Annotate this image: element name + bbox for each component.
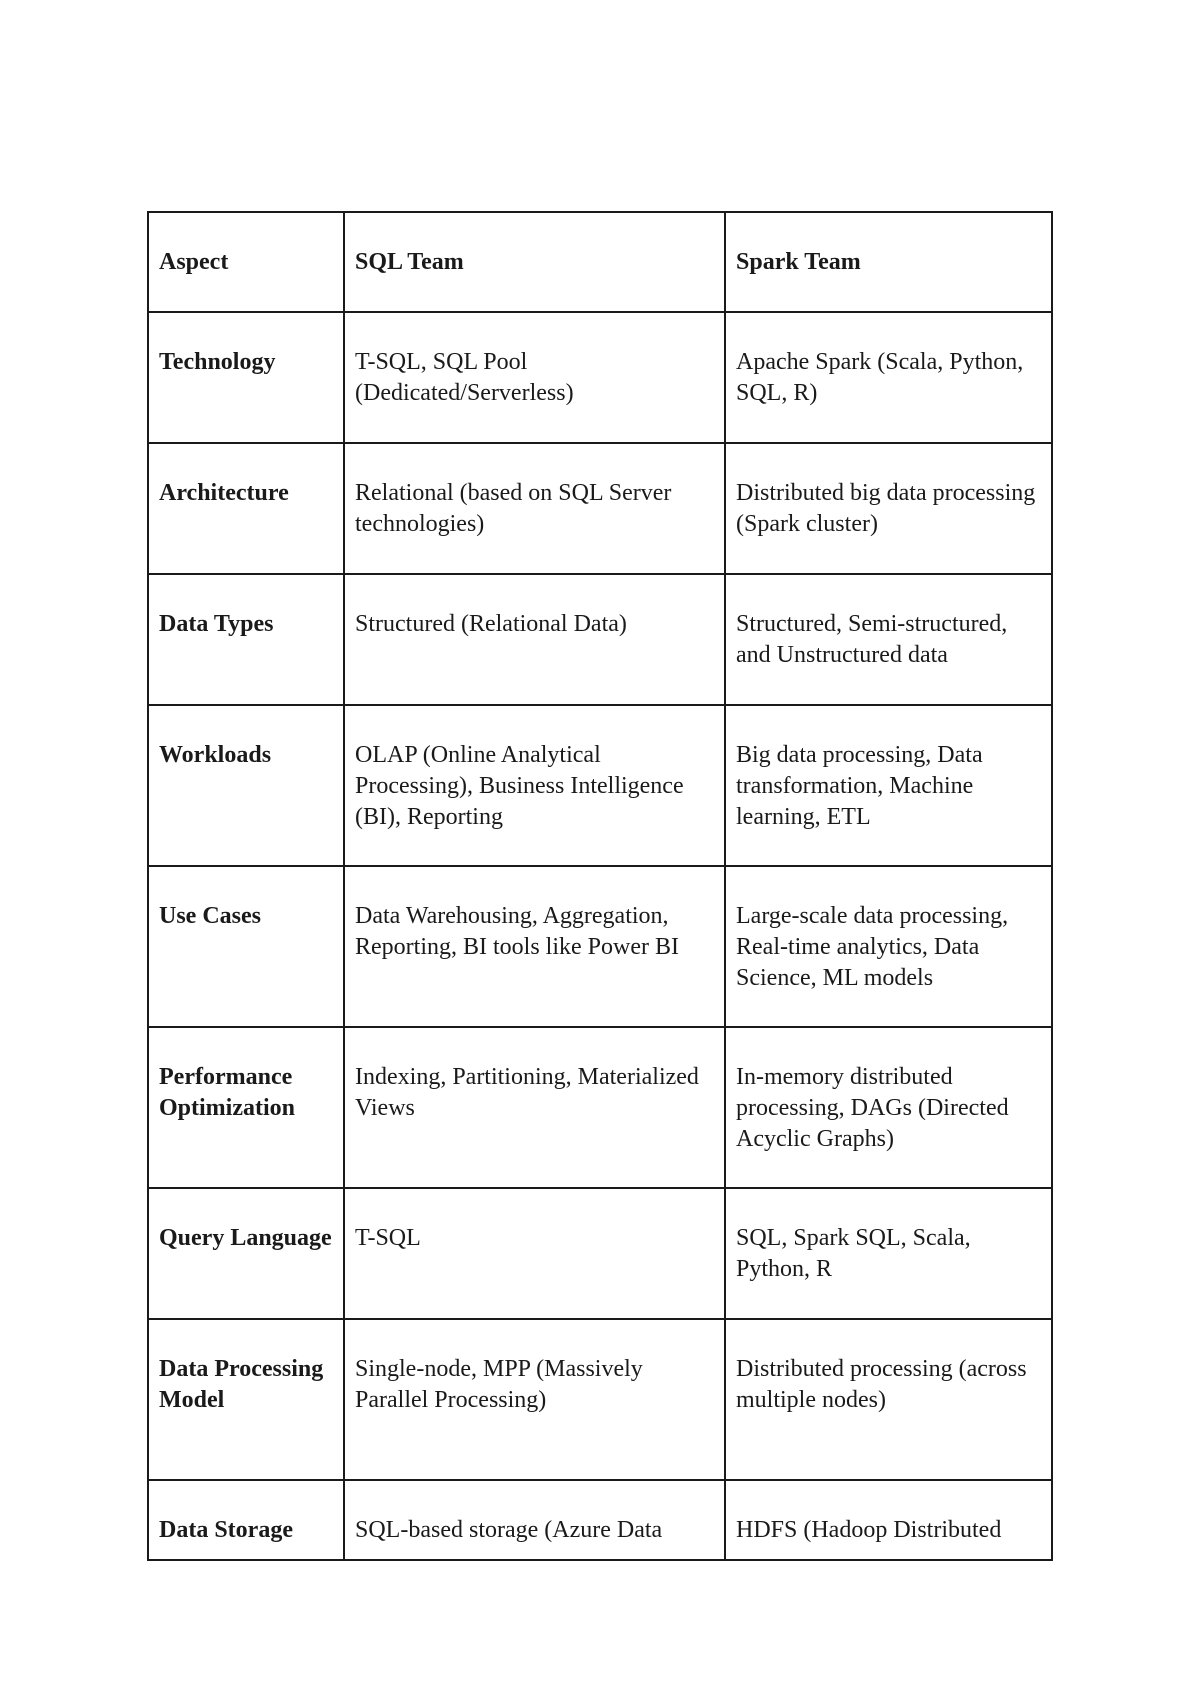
table-row [148, 1027, 1052, 1188]
aspect-cell: Query Language [148, 1188, 344, 1319]
sql-cell: T-SQL, SQL Pool (Dedicated/Serverless) [344, 312, 725, 443]
table-row [148, 312, 1052, 443]
header-sql-team: SQL Team [344, 212, 725, 312]
aspect-cell: Data Storage [148, 1480, 344, 1560]
comparison-table [147, 211, 1053, 1561]
sql-cell: Relational (based on SQL Server technologies) [344, 443, 725, 574]
sql-cell: Structured (Relational Data) [344, 574, 725, 705]
table-row [148, 443, 1052, 574]
table-header-row [148, 212, 1052, 312]
table-row [148, 1319, 1052, 1480]
sql-cell: OLAP (Online Analytical Processing), Business Intelligence (BI), Reporting [344, 705, 725, 866]
spark-cell: In-memory distributed processing, DAGs (Directed Acyclic Graphs) [725, 1027, 1052, 1188]
table-row [148, 1188, 1052, 1319]
spark-cell: SQL, Spark SQL, Scala, Python, R [725, 1188, 1052, 1319]
spark-cell: Big data processing, Data transformation, Machine learning, ETL [725, 705, 1052, 866]
header-aspect: Aspect [148, 212, 344, 312]
aspect-cell: Technology [148, 312, 344, 443]
table-row [148, 574, 1052, 705]
spark-cell: Structured, Semi-structured, and Unstructured data [725, 574, 1052, 705]
aspect-cell: Data Types [148, 574, 344, 705]
table-row [148, 866, 1052, 1027]
table-row [148, 1480, 1052, 1560]
spark-cell: Apache Spark (Scala, Python, SQL, R) [725, 312, 1052, 443]
table-row [148, 705, 1052, 866]
aspect-cell: Architecture [148, 443, 344, 574]
sql-cell: Data Warehousing, Aggregation, Reporting, BI tools like Power BI [344, 866, 725, 1027]
sql-cell: T-SQL [344, 1188, 725, 1319]
aspect-cell: Data Processing Model [148, 1319, 344, 1480]
aspect-cell: Workloads [148, 705, 344, 866]
spark-cell: HDFS (Hadoop Distributed [725, 1480, 1052, 1560]
aspect-cell: Use Cases [148, 866, 344, 1027]
sql-cell: SQL-based storage (Azure Data [344, 1480, 725, 1560]
spark-cell: Large-scale data processing, Real-time analytics, Data Science, ML models [725, 866, 1052, 1027]
sql-cell: Indexing, Partitioning, Materialized Views [344, 1027, 725, 1188]
aspect-cell: Performance Optimization [148, 1027, 344, 1188]
header-spark-team: Spark Team [725, 212, 1052, 312]
spark-cell: Distributed processing (across multiple nodes) [725, 1319, 1052, 1480]
sql-cell: Single-node, MPP (Massively Parallel Processing) [344, 1319, 725, 1480]
spark-cell: Distributed big data processing (Spark cluster) [725, 443, 1052, 574]
